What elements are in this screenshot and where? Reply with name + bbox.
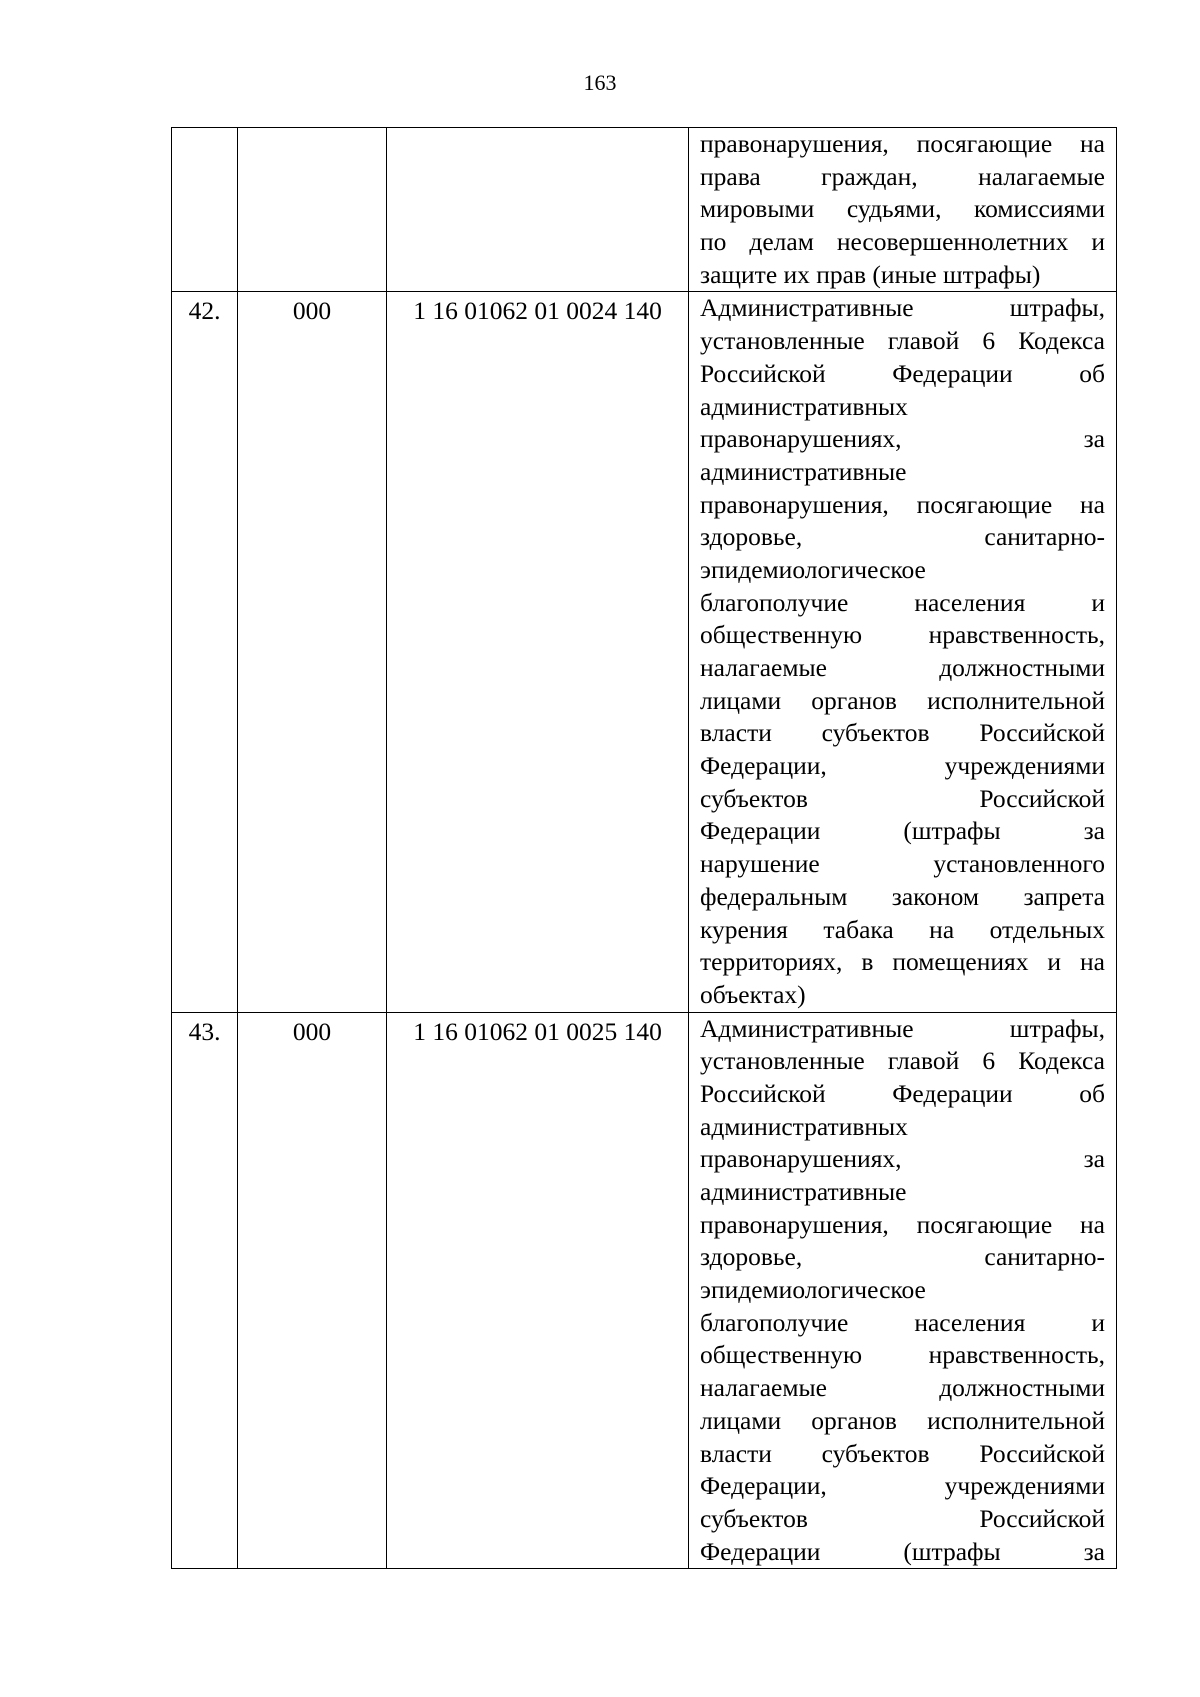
- description-line: благополучие населения и: [700, 1307, 1105, 1337]
- description-line: общественную нравственность,: [700, 620, 1105, 650]
- description-line: Российской Федерации об: [700, 358, 1105, 388]
- description-line: правонарушениях, за: [700, 1144, 1105, 1174]
- description-line: Российской Федерации об: [700, 1078, 1105, 1108]
- row-number-cell: [172, 128, 238, 292]
- description-line: благополучие населения и: [700, 587, 1105, 617]
- description-line: административных: [700, 391, 908, 421]
- table-row: [172, 1012, 1117, 1569]
- table-row: [172, 128, 1117, 292]
- description-line: мировыми судьями, комиссиями: [700, 194, 1105, 224]
- kbk-code-cell: [387, 128, 689, 292]
- description-line: здоровье, санитарно-: [700, 522, 1105, 552]
- budget-classification-table: [171, 127, 1117, 1569]
- description-line: федеральным законом запрета: [700, 881, 1105, 911]
- description-line: эпидемиологическое: [700, 1275, 926, 1305]
- page-number: 163: [583, 70, 617, 95]
- description-line: правонарушениях, за: [700, 424, 1105, 454]
- description-line: Административные штрафы,: [700, 293, 1105, 323]
- admin-code-cell: [238, 128, 387, 292]
- description-line: налагаемые должностными: [700, 1373, 1105, 1403]
- description-line: по делам несовершеннолетних и: [700, 227, 1105, 257]
- description-line: субъектов Российской: [700, 1503, 1105, 1533]
- description-line: правонарушения, посягающие на: [700, 129, 1105, 158]
- description-line: установленные главой 6 Кодекса: [700, 1046, 1105, 1076]
- description-line: объектах): [700, 979, 806, 1009]
- description-cell: [689, 292, 1117, 1012]
- description-line: административные: [700, 1177, 907, 1206]
- kbk-code-cell: 1 16 01062 01 0024 140: [387, 292, 689, 1012]
- description-line: территориях, в помещениях и на: [700, 947, 1105, 977]
- table-row: [172, 292, 1117, 1012]
- description-line: власти субъектов Российской: [700, 1438, 1105, 1468]
- description-line: власти субъектов Российской: [700, 718, 1105, 748]
- description-line: административных: [700, 1111, 908, 1141]
- row-number-cell: 42.: [172, 292, 238, 1012]
- kbk-code-cell: 1 16 01062 01 0025 140: [387, 1012, 689, 1569]
- description-line: лицами органов исполнительной: [700, 685, 1105, 715]
- description-line: Федерации, учреждениями: [700, 751, 1105, 781]
- description-line: административные: [700, 456, 907, 486]
- description-line: общественную нравственность,: [700, 1340, 1105, 1370]
- description-cell: [689, 1012, 1117, 1569]
- description-line: правонарушения, посягающие на: [700, 1209, 1105, 1239]
- description-line: правонарушения, посягающие на: [700, 489, 1105, 519]
- description-cell: [689, 128, 1117, 292]
- admin-code-cell: 000: [238, 292, 387, 1012]
- description-line: защите их прав (иные штрафы): [700, 259, 1041, 289]
- description-line: установленные главой 6 Кодекса: [700, 326, 1105, 356]
- description-line: нарушение установленного: [700, 849, 1105, 879]
- description-line: Административные штрафы,: [700, 1013, 1105, 1043]
- description-line: Федерации (штрафы за: [700, 1536, 1105, 1566]
- description-line: Федерации (штрафы за: [700, 816, 1105, 846]
- description-line: Федерации, учреждениями: [700, 1471, 1105, 1501]
- row-number-cell: 43.: [172, 1012, 238, 1569]
- description-line: субъектов Российской: [700, 783, 1105, 813]
- description-line: лицами органов исполнительной: [700, 1405, 1105, 1435]
- description-line: курения табака на отдельных: [700, 914, 1105, 944]
- admin-code-cell: 000: [238, 1012, 387, 1569]
- description-line: права граждан, налагаемые: [700, 161, 1105, 191]
- table-body: [172, 128, 1117, 1569]
- description-line: налагаемые должностными: [700, 653, 1105, 682]
- description-line: здоровье, санитарно-: [700, 1242, 1105, 1272]
- description-line: эпидемиологическое: [700, 554, 926, 584]
